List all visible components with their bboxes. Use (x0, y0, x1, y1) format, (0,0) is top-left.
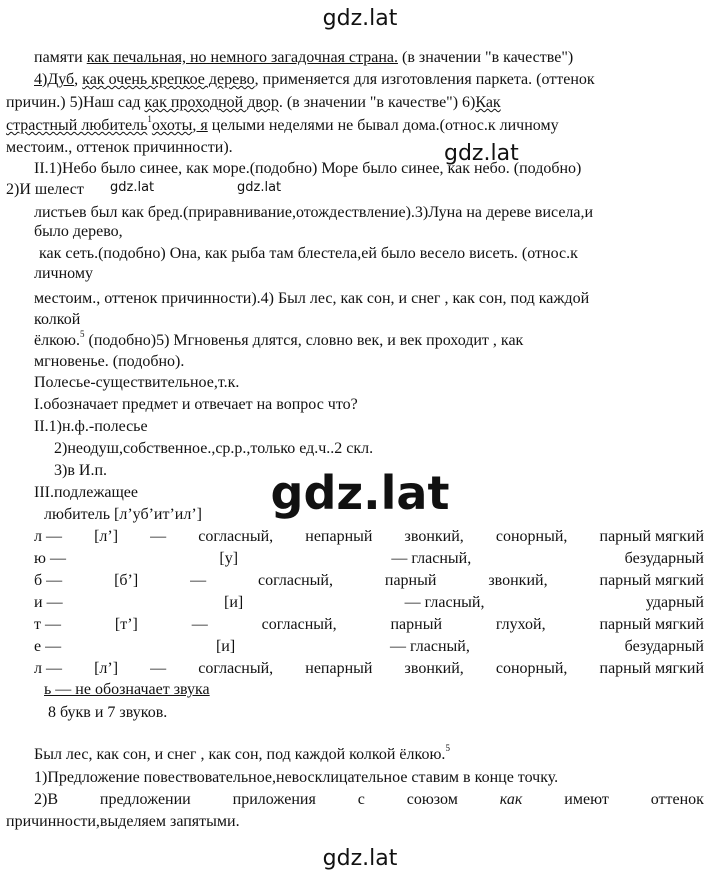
word: предложении (99, 791, 191, 808)
word: 2)В (34, 791, 58, 808)
phonetic-row (34, 659, 704, 679)
watermark-bottom: gdz.lat (322, 846, 398, 871)
text-fragment: (в значении "в качестве") (397, 49, 574, 66)
text-line-6: II.1)Небо было синее, как море.(подобно) Море было синее, как небо. (подобно) (34, 160, 582, 177)
text-line-7: 2)И шелест (6, 181, 84, 198)
feature: сонорный, (495, 528, 568, 545)
feature: согласный, (261, 616, 337, 633)
watermark-large: gdz.lat (270, 466, 450, 520)
feature: парный мягкий (599, 528, 704, 545)
phonetic-row (34, 593, 704, 613)
phonetic-row (34, 615, 704, 635)
text-line-5: местоим., оттенок причинности). (6, 139, 233, 156)
feature: парный мягкий (599, 616, 704, 633)
phonetic-row (34, 527, 704, 547)
wavy-underlined-fragment: Как (475, 94, 501, 111)
wavy-underlined-fragment: охоты (151, 117, 193, 134)
superscript: 1 (147, 114, 152, 124)
sound: [и] (215, 638, 236, 655)
dash: — (190, 572, 207, 589)
text-fragment: , (74, 71, 83, 88)
feature: согласный, (198, 528, 274, 545)
sound: [л’] (94, 660, 119, 677)
phonetic-row (34, 637, 704, 657)
sound: [и] (223, 594, 244, 611)
sound: [л’] (94, 528, 119, 545)
watermark-middle: gdz.lat (444, 141, 519, 166)
letter: е — (34, 638, 62, 655)
letter: б — (34, 572, 63, 589)
watermark-small-1: gdz.lat (110, 180, 155, 195)
underlined-fragment: как печальная, но немного загадочная страна. (86, 49, 398, 66)
dash: — (150, 660, 167, 677)
analysis-line-4: 2)неодуш,собственное.,ср.р.,только ед.ч..2 скл. (54, 440, 374, 457)
feature: непарный (305, 660, 373, 677)
text-line-13: колкой (34, 311, 81, 328)
watermark-small-2: gdz.lat (237, 180, 282, 195)
phonetic-row (34, 571, 704, 591)
letter: т — (34, 616, 61, 633)
superscript: 5 (80, 329, 85, 339)
text-line-1 (34, 48, 573, 68)
watermark-top: gdz.lat (322, 6, 398, 31)
text-fragment: , применяется для изготовления паркета. (оттенок (254, 71, 595, 88)
feature: парный (390, 616, 443, 633)
sentence-point-2 (34, 790, 704, 810)
feature: звонкий, (404, 528, 464, 545)
dash: — (191, 616, 208, 633)
text-fragment: Был лес, как сон, и снег , как сон, под каждой колкой ёлкою. (34, 746, 446, 763)
word: имеют (564, 791, 609, 808)
feature: непарный (305, 528, 373, 545)
letter: ю — (34, 550, 66, 567)
text-fragment: причин.) 5)Наш сад (6, 94, 145, 111)
feature: безударный (624, 550, 704, 567)
soft-sign-note: ь — не обозначает звука (44, 681, 210, 698)
text-line-14 (34, 331, 523, 351)
dash: — (150, 528, 167, 545)
sentence-line (34, 745, 450, 765)
text-line-10: как сеть.(подобно) Она, как рыба там блестела,ей было весело висеть. (относ.к (39, 245, 578, 262)
letter: и — (34, 594, 63, 611)
feature: — гласный, (390, 638, 470, 655)
analysis-line-6: III.подлежащее (34, 484, 138, 501)
analysis-line-3: II.1)н.ф.-полесье (34, 418, 148, 435)
analysis-line-2: I.обозначает предмет и отвечает на вопрос что? (34, 396, 358, 413)
feature: — гласный, (404, 594, 485, 611)
wavy-underlined-fragment: как очень крепкое дерево (82, 71, 255, 88)
superscript: 5 (445, 743, 450, 753)
feature: ударный (645, 594, 704, 611)
word: приложения (232, 791, 316, 808)
phonetic-row (34, 549, 704, 569)
feature: парный мягкий (599, 572, 704, 589)
text-line-11: личному (34, 265, 93, 282)
text-fragment: памяти (34, 49, 87, 66)
feature: согласный, (258, 572, 333, 589)
feature: — гласный, (391, 550, 472, 567)
sentence-point-2-cont: причинности,выделяем запятыми. (6, 813, 240, 830)
feature: звонкий, (488, 572, 548, 589)
word: союзом (406, 791, 458, 808)
text-line-4 (6, 116, 559, 136)
feature: согласный, (198, 660, 274, 677)
word: с (357, 791, 365, 808)
letter: л — (34, 528, 62, 545)
wavy-underlined-fragment: как проходной двор (144, 94, 279, 111)
text-line-2 (34, 70, 595, 90)
text-line-9: было дерево, (34, 223, 123, 240)
phonetic-title: любитель [л’уб’ит’ил’] (44, 506, 202, 523)
text-fragment: целыми неделями не бывал дома.(относ.к личному (207, 117, 559, 134)
feature: звонкий, (404, 660, 464, 677)
italic-word: как (499, 791, 523, 808)
text-fragment: ёлкою. (34, 332, 80, 349)
text-line-15: мгновенье. (подобно). (34, 353, 185, 370)
underlined-fragment: , я (192, 117, 208, 134)
text-fragment: . (в значении "в качестве") 6) (278, 94, 476, 111)
wavy-underlined-fragment: страстный любитель (6, 117, 148, 134)
word: оттенок (650, 791, 704, 808)
sound: [б’] (114, 572, 139, 589)
sound: [у] (219, 550, 239, 567)
analysis-line-1: Полесье-существительное,т.к. (34, 374, 240, 391)
letter: л — (34, 660, 62, 677)
text-line-12: местоим., оттенок причинности).4) Был лес, как сон, и снег , как сон, под каждой (34, 290, 590, 307)
underlined-fragment: 4)Дуб (34, 71, 75, 88)
letter-sound-count: 8 букв и 7 звуков. (48, 704, 168, 721)
text-line-8: листьев был как бред.(приравнивание,отождествление).3)Луна на дереве висела,и (34, 204, 594, 221)
analysis-line-5: 3)в И.п. (54, 462, 107, 479)
text-line-3 (6, 93, 501, 113)
feature: парный мягкий (599, 660, 704, 677)
feature: парный (384, 572, 437, 589)
feature: сонорный, (495, 660, 568, 677)
feature: глухой, (495, 616, 546, 633)
text-fragment: (подобно)5) Мгновенья длятся, словно век, и век проходит , как (84, 332, 524, 349)
feature: безударный (624, 638, 704, 655)
sentence-point-1: 1)Предложение повествовательное,невосклицательное ставим в конце точку. (34, 769, 559, 786)
sound: [т’] (114, 616, 138, 633)
